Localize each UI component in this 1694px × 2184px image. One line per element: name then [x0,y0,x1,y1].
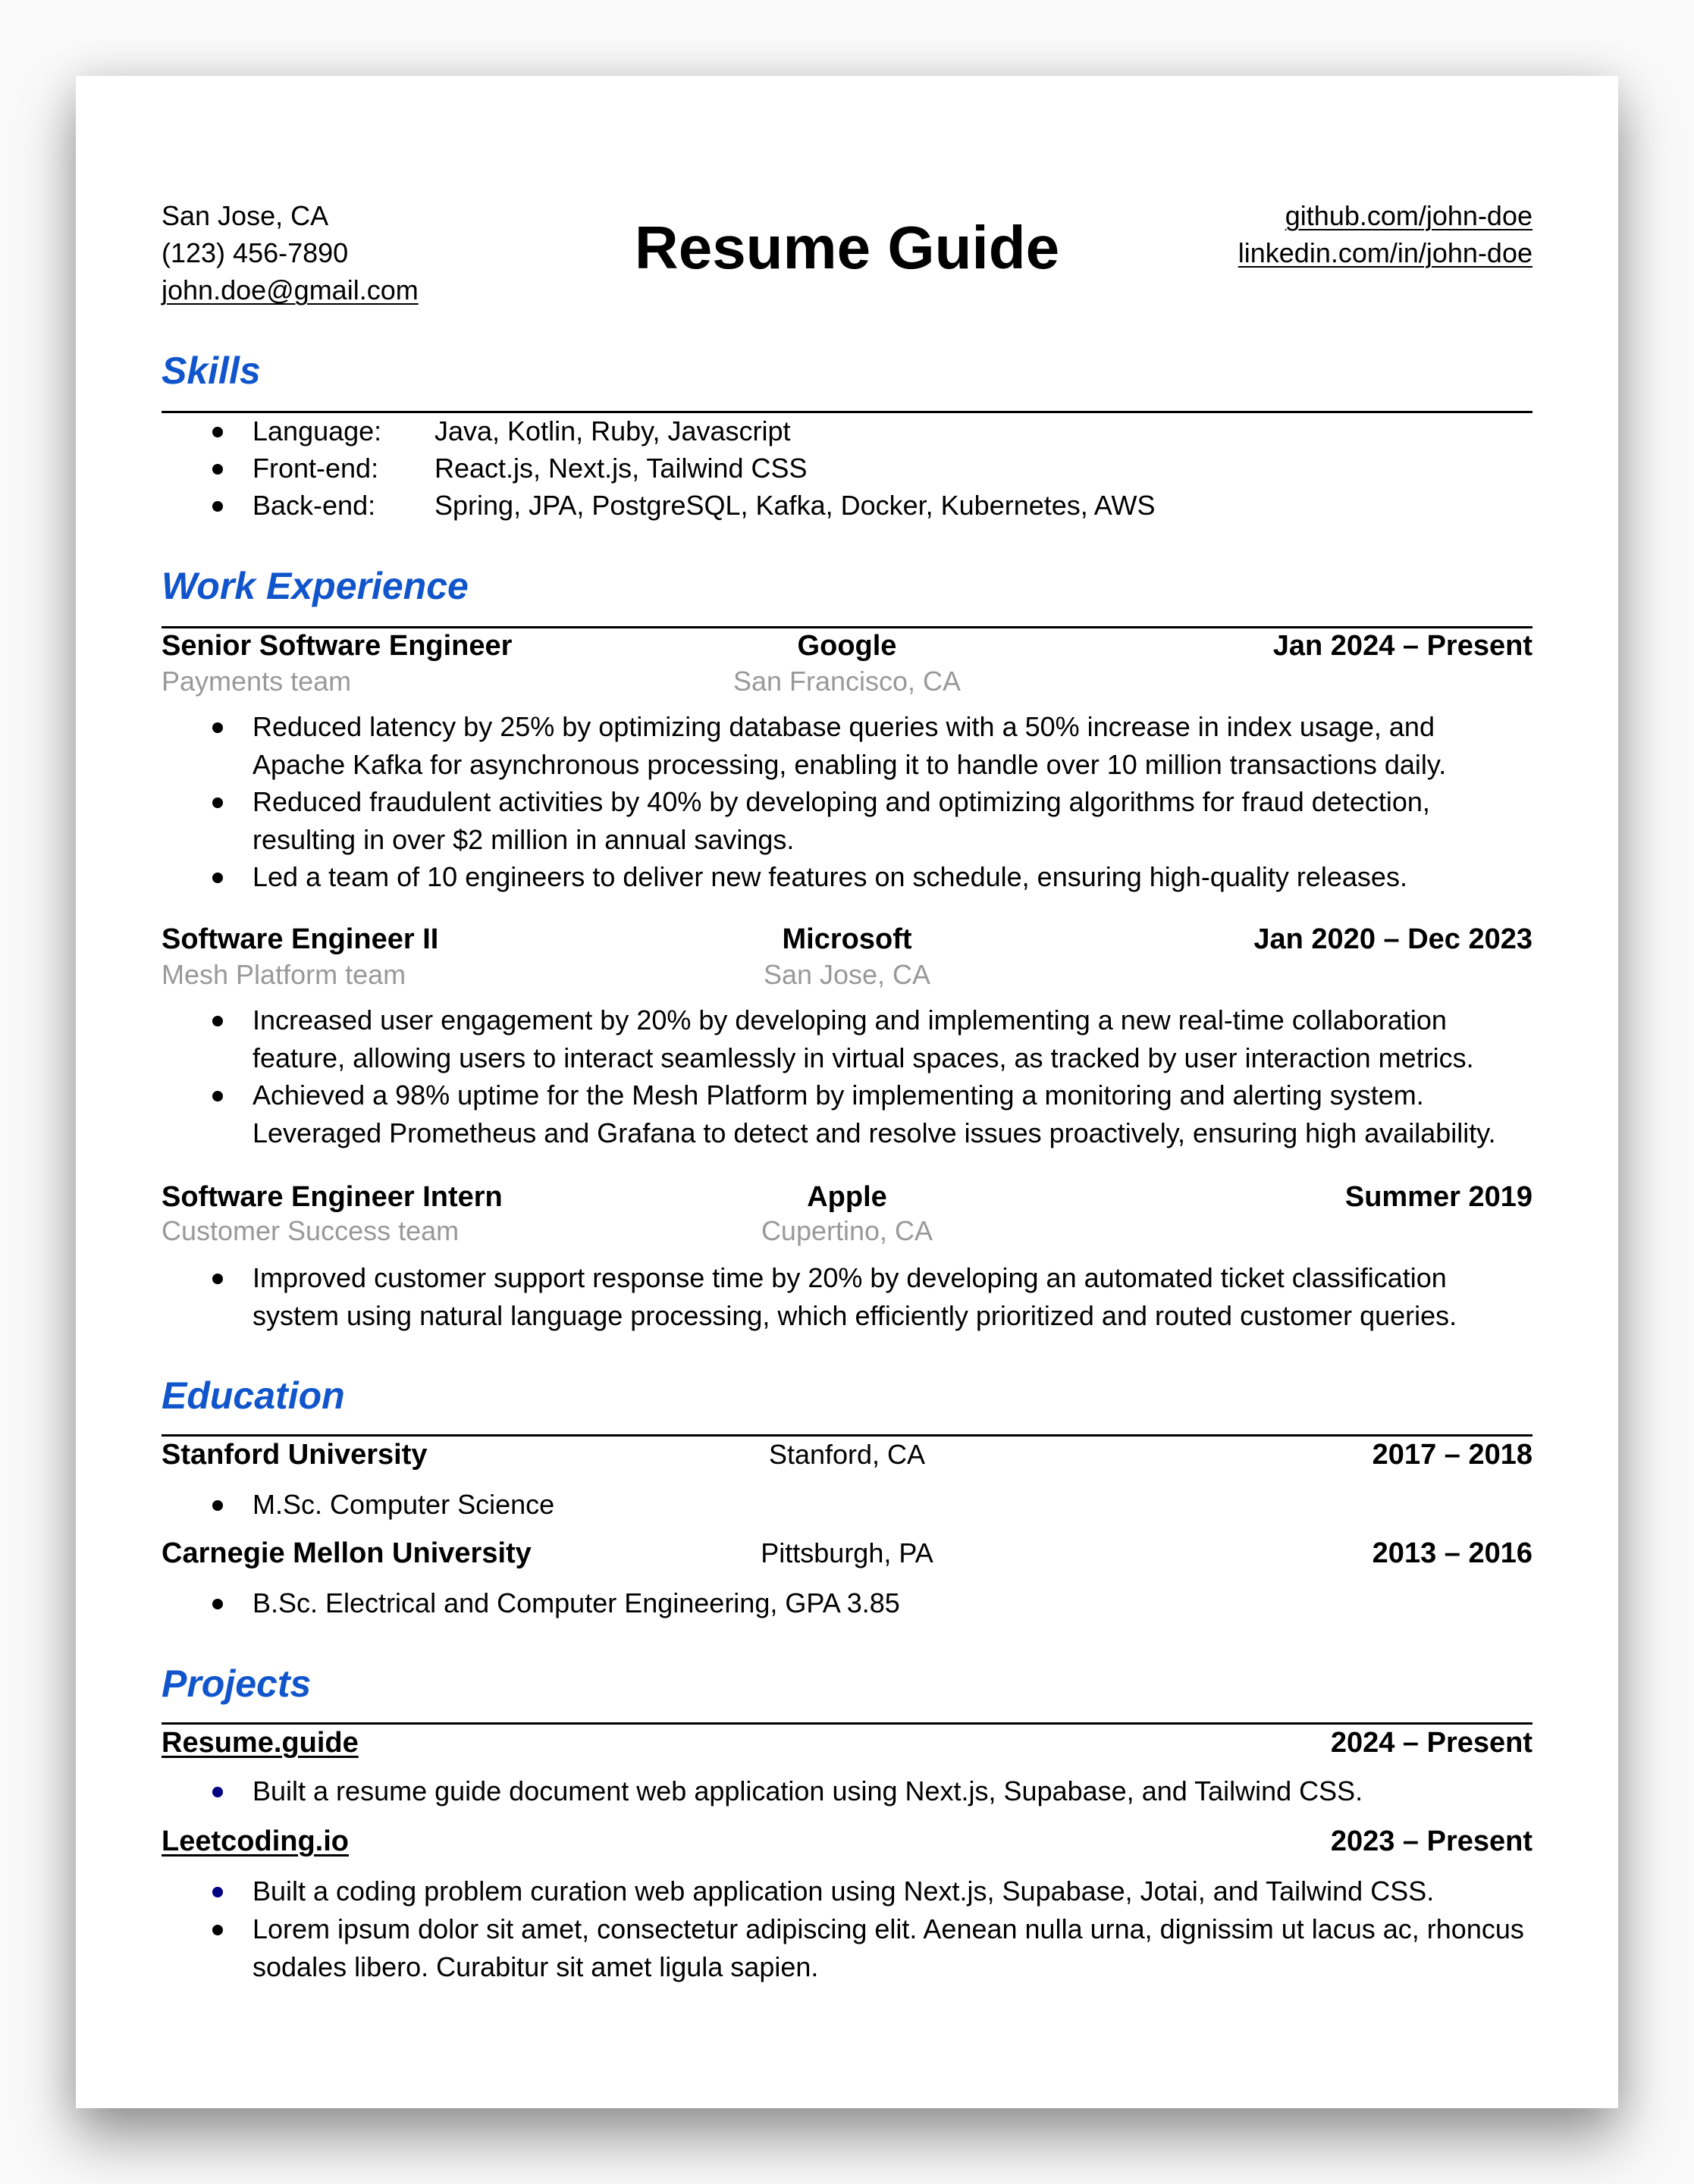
bullet-text: Increased user engagement by 20% by developing and implementing a new real-time collaboration feature, allowing users to interact seamlessly in virtual spaces, as tracked by user interaction metrics. [253,1004,1474,1073]
contact-phone: (123) 456-7890 [162,237,349,268]
school-dates: 2017 – 2018 [1372,1439,1532,1471]
job-company: Google [797,630,897,662]
projects-divider [162,1722,1532,1725]
skill-value: React.js, Next.js, Tailwind CSS [434,453,808,484]
skill-label: Front-end: [253,453,379,484]
job-dates: Jan 2024 – Present [1272,630,1532,662]
job-title: Senior Software Engineer [162,630,513,662]
job-company: Microsoft [782,923,912,955]
linkedin-link[interactable]: linkedin.com/in/john-doe [1238,237,1532,268]
job-subheader [162,1215,1532,1249]
project-name-link[interactable]: Resume.guide [162,1727,359,1759]
job-dates: Summer 2019 [1344,1181,1532,1213]
job-location: Cupertino, CA [761,1215,933,1246]
bullet-icon [212,1887,223,1897]
bullet-icon [212,1787,223,1797]
skill-item [253,450,1532,487]
job-bullet [253,1001,1532,1076]
project-bullet [253,1872,1532,1910]
bullet-icon [212,722,223,733]
job-subheader [162,959,1532,992]
job-dates: Jan 2020 – Dec 2023 [1253,923,1532,955]
job-header [162,1181,1532,1217]
bullet-icon [212,1599,223,1609]
job-bullet [253,1259,1532,1334]
job-team: Payments team [162,666,352,697]
project-dates: 2024 – Present [1330,1727,1532,1759]
job-team: Customer Success team [162,1215,460,1246]
project-name-link[interactable]: Leetcoding.io [162,1825,349,1857]
job-bullet [253,708,1532,783]
contact-location: San Jose, CA [162,200,329,231]
skill-value: Spring, JPA, PostgreSQL, Kafka, Docker, Kubernetes, AWS [434,490,1156,521]
skills-heading: Skills [162,349,261,392]
education-divider [162,1434,1532,1437]
bullet-text: Lorem ipsum dolor sit amet, consectetur adipiscing elit. Aenean nulla urna, dignissim ut lacus ac, rhoncus sodales libero. Curabitur sit amet ligula sapien. [253,1913,1524,1982]
bullet-text: B.Sc. Electrical and Computer Engineering, GPA 3.85 [253,1587,900,1618]
bullet-text: Built a resume guide document web application using Next.js, Supabase, and Tailwind CSS. [253,1775,1363,1806]
job-company: Apple [807,1181,887,1213]
school-location: Stanford, CA [768,1439,926,1470]
school-header [162,1439,1532,1475]
skill-item [253,412,1532,450]
school-name: Carnegie Mellon University [162,1537,532,1569]
bullet-text: Improved customer support response time by 20% by developing an automated ticket classification system using natural language processing, which efficiently prioritized and routed customer queries. [253,1262,1457,1331]
bullet-icon [212,464,223,475]
job-location: San Jose, CA [763,959,931,990]
school-header [162,1537,1532,1574]
bullet-icon [212,1500,223,1511]
job-title: Software Engineer II [162,923,439,955]
bullet-text: M.Sc. Computer Science [253,1489,555,1520]
school-location: Pittsburgh, PA [761,1537,933,1568]
education-heading: Education [162,1374,345,1417]
work-divider [162,626,1532,628]
bullet-icon [212,1016,223,1026]
project-bullet [253,1910,1532,1985]
school-name: Stanford University [162,1439,428,1471]
contact-email-link[interactable]: john.doe@gmail.com [162,274,419,306]
bullet-icon [212,427,223,437]
bullet-icon [212,873,223,883]
profile-links [1238,197,1532,271]
job-header [162,923,1532,960]
work-experience-heading: Work Experience [162,565,469,607]
job-bullet [253,783,1532,858]
skill-label: Back-end: [253,490,376,521]
job-bullet [253,858,1532,896]
school-dates: 2013 – 2016 [1372,1537,1532,1569]
job-bullet [253,1076,1532,1152]
project-bullet [253,1772,1532,1810]
project-dates: 2023 – Present [1330,1825,1532,1857]
bullet-icon [212,1925,223,1935]
project-header [162,1727,1532,1763]
projects-heading: Projects [162,1662,312,1705]
bullet-icon [212,501,223,512]
resume-page [76,76,1618,2108]
bullet-icon [212,797,223,808]
skill-value: Java, Kotlin, Ruby, Javascript [434,415,791,447]
job-location: San Francisco, CA [732,666,962,697]
page-title: Resume Guide [634,214,1060,281]
job-title: Software Engineer Intern [162,1181,503,1213]
github-link[interactable]: github.com/john-doe [1285,200,1532,231]
project-header [162,1825,1532,1862]
bullet-icon [212,1091,223,1101]
job-team: Mesh Platform team [162,959,406,990]
bullet-text: Reduced latency by 25% by optimizing database queries with a 50% increase in index usage, and Apache Kafka for asynchronous processing, enabling it to handle over 10 million transactions daily. [253,711,1447,780]
job-subheader [162,666,1532,699]
job-header [162,630,1532,666]
skill-label: Language: [253,415,382,447]
bullet-text: Led a team of 10 engineers to deliver new features on schedule, ensuring high-quality releases. [253,861,1407,892]
bullet-text: Built a coding problem curation web application using Next.js, Supabase, Jotai, and Tailwind CSS. [253,1875,1435,1907]
bullet-text: Achieved a 98% uptime for the Mesh Platform by implementing a monitoring and alerting system. Leveraged Prometheus and Grafana to detect and resolve issues proactively, ensuring high availability. [253,1079,1496,1148]
skill-item [253,487,1532,524]
school-bullet [253,1486,1532,1524]
bullet-text: Reduced fraudulent activities by 40% by developing and optimizing algorithms for fraud detection, resulting in over $2 million in annual savings. [253,786,1430,855]
bullet-icon [212,1274,223,1284]
school-bullet [253,1584,1532,1622]
